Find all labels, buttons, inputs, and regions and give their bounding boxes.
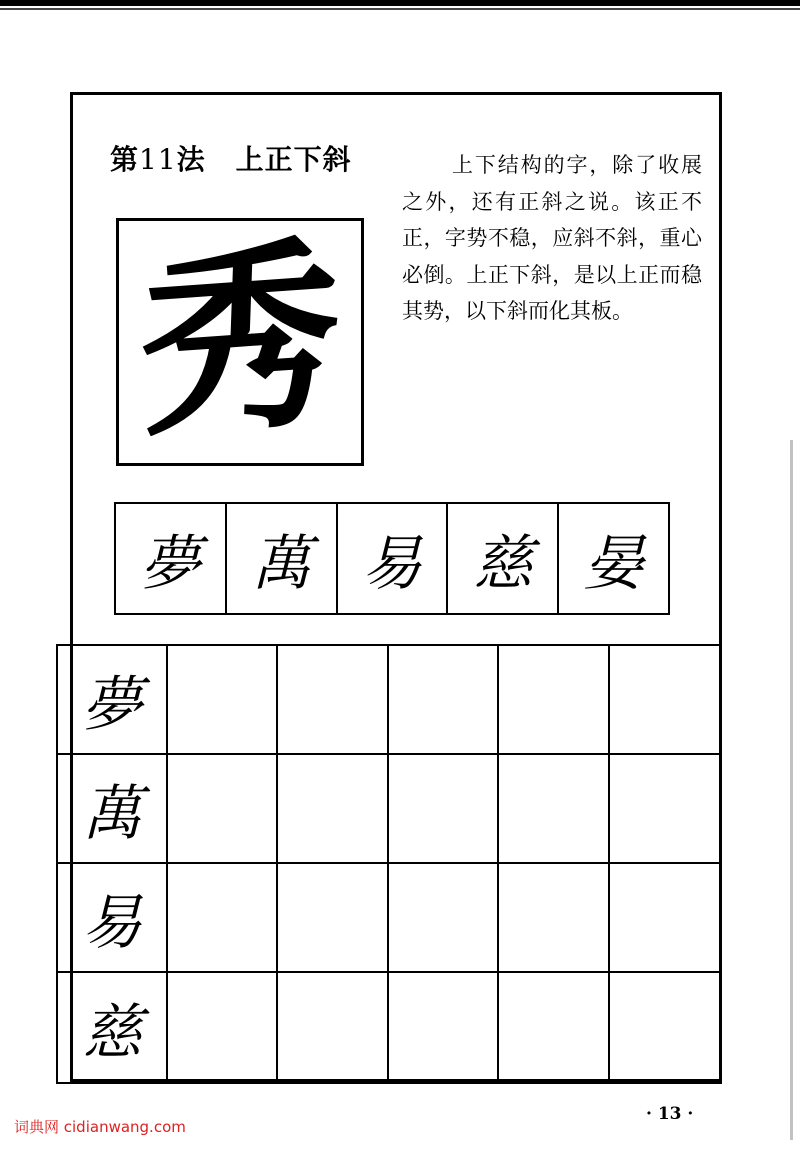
example-cell: 易 — [338, 504, 449, 613]
lesson-name: 上正下斜 — [235, 143, 352, 176]
practice-cell — [610, 973, 720, 1082]
lesson-number: 11 — [139, 143, 177, 176]
example-row — [114, 502, 670, 615]
practice-row-label: 夢 — [58, 646, 168, 755]
practice-cell — [389, 864, 499, 973]
practice-cell — [499, 646, 609, 755]
practice-row-label: 慈 — [58, 973, 168, 1082]
top-border-secondary — [0, 8, 800, 10]
main-character: 秀 — [136, 217, 344, 466]
watermark: 词典网 cidianwang.com — [14, 1118, 186, 1136]
practice-cell — [389, 973, 499, 1082]
practice-cell — [499, 864, 609, 973]
practice-cell — [168, 864, 278, 973]
practice-cell — [610, 755, 720, 864]
example-cell: 慈 — [448, 504, 559, 613]
lesson-suffix: 法 — [176, 143, 206, 176]
practice-cell — [278, 864, 388, 973]
practice-cell — [610, 864, 720, 973]
practice-row-label: 萬 — [58, 755, 168, 864]
practice-cell — [168, 755, 278, 864]
practice-cell — [168, 646, 278, 755]
scan-edge — [790, 440, 793, 1140]
lesson-title — [110, 138, 352, 178]
practice-cell — [278, 646, 388, 755]
practice-cell — [389, 646, 499, 755]
practice-cell — [168, 973, 278, 1082]
practice-cell — [389, 755, 499, 864]
lesson-description: 上下结构的字，除了收展之外，还有正斜之说。该正不正，字势不稳，应斜不斜，重心必倒。上正下斜，是以上正而稳其势，以下斜而化其板。 — [402, 153, 702, 323]
example-cell: 晏 — [583, 528, 644, 599]
practice-grid — [56, 644, 722, 1084]
page-number: · 13 · — [646, 1104, 694, 1124]
practice-row-label: 易 — [58, 864, 168, 973]
practice-cell — [499, 973, 609, 1082]
practice-cell — [610, 646, 720, 755]
practice-cell — [499, 755, 609, 864]
lesson-prefix: 第 — [110, 143, 140, 176]
top-border — [0, 0, 800, 6]
example-cell: 萬 — [227, 504, 338, 613]
main-character-box — [116, 218, 364, 466]
practice-cell — [278, 755, 388, 864]
example-cell: 夢 — [116, 504, 227, 613]
practice-cell — [278, 973, 388, 1082]
